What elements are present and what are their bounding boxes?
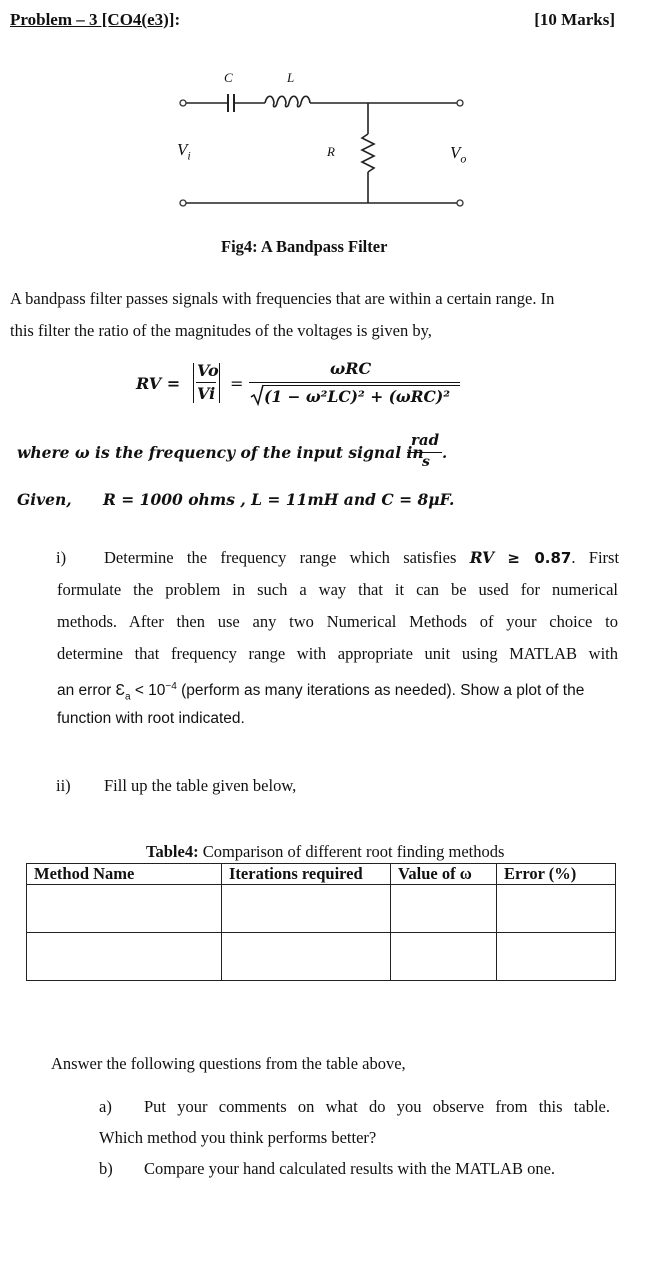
table-cell[interactable] (222, 885, 391, 933)
figure-caption: Fig4: A Bandpass Filter (221, 237, 388, 256)
where-period: . (442, 444, 448, 462)
task-i-cond-lhs: RV (469, 548, 495, 567)
marks-label: [10 Marks] (534, 10, 615, 29)
task-i-line-2: formulate the problem in such a way that it can be used for numerical (57, 580, 618, 599)
where-text: where ω is the frequency of the input signal in (17, 443, 424, 462)
resistor-label: R (327, 144, 335, 159)
question-a-line-2: Which method you think performs better? (99, 1128, 377, 1147)
abs-ratio-left-bar (193, 363, 194, 403)
abs-ratio-numerator: Vo (197, 361, 219, 380)
question-b-text: Compare your hand calculated results with the MATLAB one. (144, 1159, 556, 1178)
equation-denominator: (1 − ω²LC)² + (ωRC)² (264, 387, 451, 406)
problem-colon: : (174, 10, 181, 29)
bandpass-filter-circuit (165, 66, 475, 216)
header-error: Error (%) (497, 864, 616, 885)
capacitor-label: C (224, 70, 233, 85)
table-cell[interactable] (391, 933, 497, 981)
abs-ratio-fraction-bar (196, 382, 216, 383)
table-cell[interactable] (497, 885, 616, 933)
task-i-line-5-sub: a (124, 691, 131, 703)
input-terminal-bottom (180, 200, 186, 206)
vi-main: V (177, 140, 188, 159)
task-i-line-4: determine that frequency range with appropriate unit using MATLAB with (57, 644, 618, 663)
table-caption-text: Comparison of different root finding methods (198, 842, 505, 861)
problem-header (10, 10, 180, 30)
table-row (27, 885, 616, 933)
task-i-line-5b: < 10 (130, 682, 166, 700)
task-i-line-3: methods. After then use any two Numerical Methods of your choice to (57, 612, 618, 631)
given-values: R = 1000 ohms , L = 11mH and C = 8μF. (103, 490, 455, 509)
task-i-cond-op: ≥ 0.87 (507, 549, 572, 567)
task-ii-label: ii) (56, 776, 71, 795)
output-terminal-top (457, 100, 463, 106)
question-a-label: a) (99, 1097, 112, 1116)
abs-ratio-denominator: Vi (197, 384, 216, 403)
output-voltage-label (450, 143, 466, 166)
comparison-table (26, 863, 616, 981)
task-i-line-6: function with root indicated. (57, 710, 245, 727)
header-method-name: Method Name (27, 864, 222, 885)
equation-equals: = (230, 374, 244, 393)
header-value-omega: Value of ω (391, 864, 497, 885)
task-i-label: i) (56, 548, 67, 567)
task-i-line-5c: (perform as many iterations as needed). Show a plot of the (176, 682, 585, 700)
unit-numerator: rad (411, 431, 440, 449)
unit-denominator: s (422, 454, 430, 470)
task-i-line-1 (104, 548, 619, 568)
question-b-label: b) (99, 1159, 113, 1178)
equation-lhs: RV = (136, 374, 181, 393)
table-caption (146, 842, 504, 862)
task-ii-text: Fill up the table given below, (104, 776, 297, 795)
inductor-label: L (287, 70, 295, 85)
equation-numerator: ωRC (330, 359, 372, 378)
sqrt-sign (250, 384, 264, 406)
table-header-row (27, 864, 616, 885)
table-cell[interactable] (391, 885, 497, 933)
unit-fraction-bar (407, 452, 442, 453)
sqrt-vinculum (263, 385, 460, 386)
question-a-line-1: Put your comments on what do you observe from this table. (144, 1097, 610, 1116)
equation-fraction-bar (249, 382, 460, 383)
resistor-zigzag (362, 134, 374, 172)
table-caption-label: Table4: (146, 842, 199, 861)
inductor-coil (265, 96, 310, 107)
table-cell[interactable] (27, 885, 222, 933)
intro-line-2: this filter the ratio of the magnitudes of the voltages is given by, (10, 321, 432, 340)
vi-sub: i (187, 148, 191, 163)
vo-main: V (450, 143, 461, 162)
vo-sub: o (460, 151, 467, 166)
table-row (27, 933, 616, 981)
input-terminal-top (180, 100, 186, 106)
intro-line-1: A bandpass filter passes signals with frequencies that are within a certain range. In (10, 289, 555, 308)
questions-intro: Answer the following questions from the table above, (51, 1054, 406, 1073)
table-cell[interactable] (27, 933, 222, 981)
task-i-first: Determine the frequency range which satisfies (104, 548, 457, 567)
output-terminal-bottom (457, 200, 463, 206)
task-i-line-5-sup: −4 (165, 681, 177, 692)
task-i-after: . First (571, 548, 620, 567)
header-iterations: Iterations required (222, 864, 391, 885)
input-voltage-label (177, 140, 191, 163)
table-cell[interactable] (222, 933, 391, 981)
table-cell[interactable] (497, 933, 616, 981)
given-label: Given, (17, 490, 72, 509)
task-i-line-5a: an error Ɛ (57, 682, 125, 700)
abs-ratio-right-bar (219, 363, 220, 403)
problem-label: Problem – 3 [CO4(e3)] (10, 10, 175, 29)
